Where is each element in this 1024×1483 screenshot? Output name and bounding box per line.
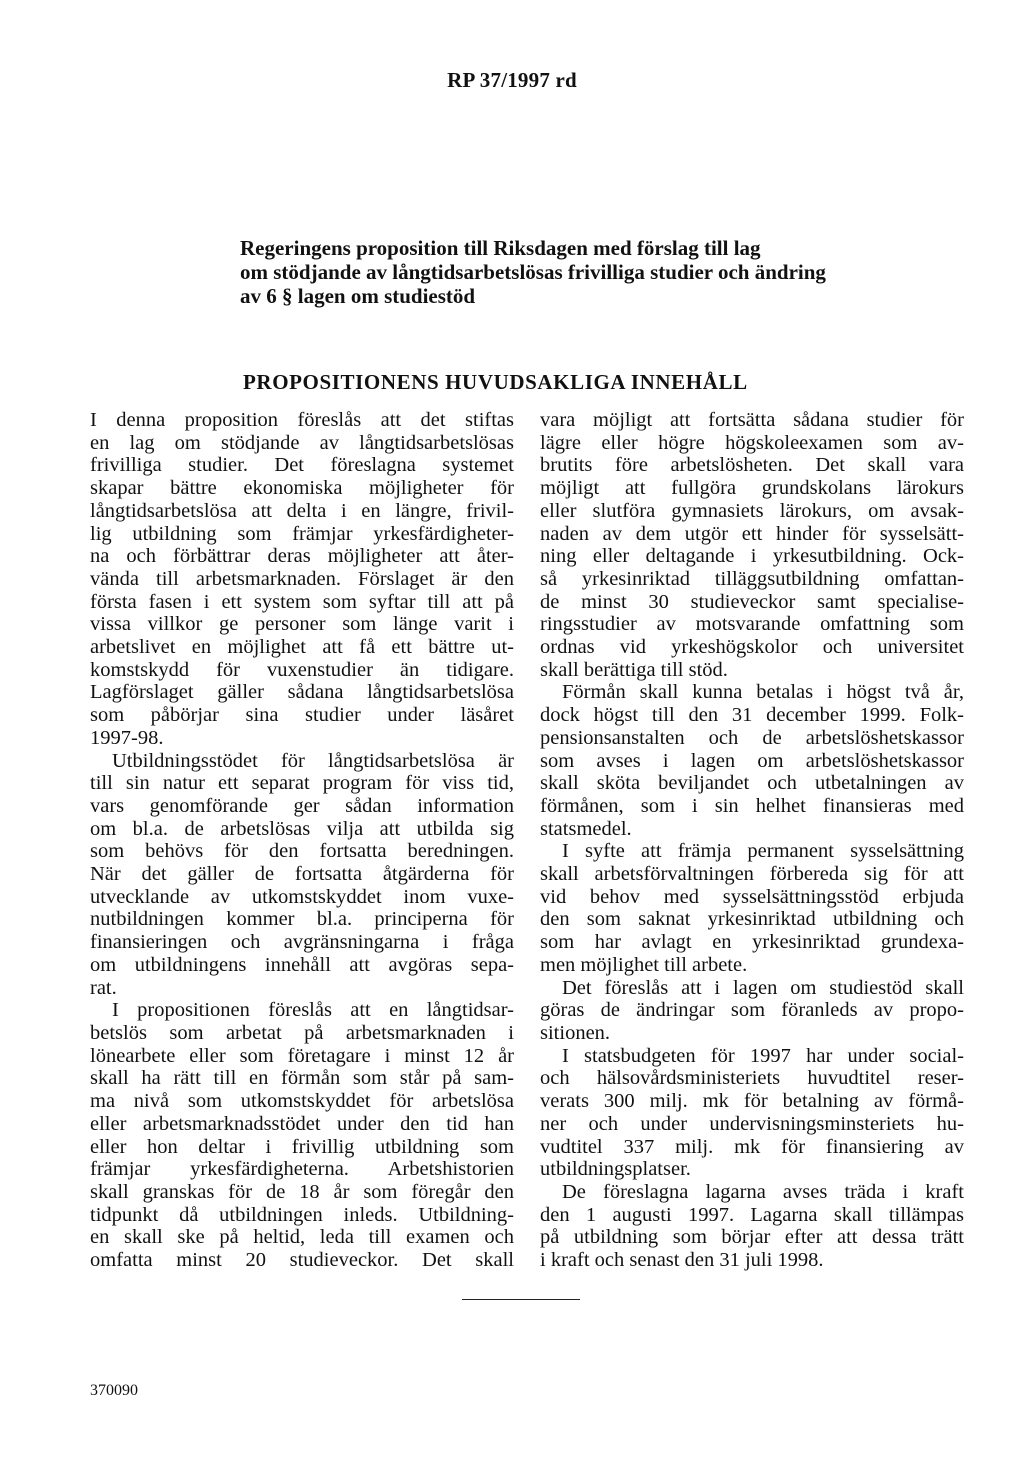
text-line: I statsbudgeten för 1997 har under social- (562, 1044, 964, 1067)
text-line: vudtitel 337 milj. mk för finansiering av (540, 1135, 964, 1158)
text-line: skall berättiga till stöd. (540, 658, 728, 681)
text-line: utvecklande av utkomstskyddet inom vuxe- (90, 885, 514, 908)
text-line: Det föreslås att i lagen om studiestöd skall (562, 976, 964, 999)
text-line: skall sköta beviljandet och utbetalningen av (540, 772, 964, 795)
text-line: långtidsarbetslösa att delta i en längre, frivil- (90, 499, 514, 522)
text-line: skall arbetsförvaltningen förbereda sig för att (540, 863, 964, 886)
text-line: verats 300 milj. mk för betalning av förmå- (540, 1090, 964, 1113)
document-number: 370090 (90, 1382, 138, 1399)
text-line: komstskydd för vuxenstudier än tidigare. (90, 658, 514, 681)
text-line: i kraft och senast den 31 juli 1998. (540, 1249, 824, 1272)
left-text-column (90, 409, 514, 1272)
text-line: förmånen, som i sin helhet finansieras med (540, 794, 964, 817)
text-line: den 1 augusti 1997. Lagarna skall tillämpas (540, 1203, 964, 1226)
text-line: vars genomförande ger sådan information (90, 794, 514, 817)
text-line: naden av dem utgör ett hinder för sysselsätt- (540, 522, 964, 545)
text-line: vända till arbetsmarknaden. Förslaget är den (90, 567, 514, 590)
footer-divider (462, 1299, 580, 1300)
text-line: pensionsanstalten och de arbetslöshetskassor (540, 726, 964, 749)
text-line: så yrkesinriktad tilläggsutbildning omfattan- (540, 567, 964, 590)
right-text-column (540, 409, 964, 1272)
text-line: lägre eller högre högskoleexamen som av- (540, 431, 964, 454)
text-line: I syfte att främja permanent sysselsättning (562, 840, 964, 863)
text-line: Utbildningsstödet för långtidsarbetslösa är (112, 749, 514, 772)
text-line: ner och under undervisningsminsteriets hu- (540, 1112, 964, 1135)
text-line: men möjlighet till arbete. (540, 953, 748, 976)
text-line: skall granskas för de 18 år som föregår den (90, 1180, 514, 1203)
text-line: främjar yrkesfärdigheterna. Arbetshistorien (90, 1158, 514, 1181)
document-title (240, 236, 1000, 308)
text-line: och hälsovårdsministeriets huvudtitel reser- (540, 1067, 964, 1090)
text-line: rat. (90, 976, 117, 999)
text-line: statsmedel. (540, 817, 632, 840)
text-line: ning eller deltagande i yrkesutbildning. Ock- (540, 545, 964, 568)
text-line: om bl.a. de arbetslösas vilja att utbilda sig (90, 817, 514, 840)
text-line: eller slutföra gymnasiets lärokurs, om avsak- (540, 499, 964, 522)
text-line: om utbildningens innehåll att avgöras sepa- (90, 953, 514, 976)
text-line: ringsstudier av motsvarande omfattning som (540, 613, 964, 636)
text-line: som påbörjar sina studier under läsåret (90, 704, 514, 727)
text-line: De föreslagna lagarna avses träda i kraft (562, 1180, 964, 1203)
text-line: möjligt att fullgöra grundskolans lärokurs (540, 477, 964, 500)
text-line: skapar bättre ekonomiska möjligheter för (90, 477, 514, 500)
text-line: lig utbildning som främjar yrkesfärdigheter- (90, 522, 514, 545)
text-line: vid behov med sysselsättningsstöd erbjuda (540, 885, 964, 908)
text-line: I denna proposition föreslås att det stiftas (90, 409, 514, 431)
text-line: ordnas vid yrkeshögskolor och universitet (540, 636, 964, 659)
text-line: skall ha rätt till en förmån som står på sam- (90, 1067, 514, 1090)
text-line: utbildningsplatser. (540, 1158, 691, 1181)
text-line: Förmån skall kunna betalas i högst två år, (562, 681, 964, 704)
text-line: finansieringen och avgränsningarna i fråga (90, 931, 514, 954)
text-line: på utbildning som börjar efter att dessa trätt (540, 1226, 964, 1249)
text-line: frivilliga studier. Det föreslagna systemet (90, 454, 514, 477)
text-line: nutbildningen kommer bl.a. principerna för (90, 908, 514, 931)
text-line: som behövs för den fortsatta beredningen. (90, 840, 514, 863)
document-reference: RP 37/1997 rd (447, 68, 577, 92)
text-line: som har avlagt en yrkesinriktad grundexa- (540, 931, 964, 954)
text-line: Lagförslaget gäller sådana långtidsarbetslösa (90, 681, 514, 704)
text-line: eller hon deltar i frivillig utbildning som (90, 1135, 514, 1158)
text-line: dock högst till den 31 december 1999. Folk- (540, 704, 964, 727)
text-line: na och förbättrar deras möjligheter att åter- (90, 545, 514, 568)
text-line: ma nivå som utkomstskyddet för arbetslösa (90, 1090, 514, 1113)
text-line: arbetslivet en möjlighet att få ett bättre ut- (90, 636, 514, 659)
text-line: de minst 30 studieveckor samt specialise- (540, 590, 964, 613)
text-line: första fasen i ett system som syftar till att på (90, 590, 514, 613)
title-line: av 6 § lagen om studiestöd (240, 284, 476, 308)
section-heading: PROPOSITIONENS HUVUDSAKLIGA INNEHÅLL (243, 370, 748, 394)
text-line: den som saknat yrkesinriktad utbildning och (540, 908, 964, 931)
text-line: vissa villkor ge personer som länge varit i (90, 613, 514, 636)
text-line: betslös som arbetat på arbetsmarknaden i (90, 1021, 514, 1044)
text-line: omfatta minst 20 studieveckor. Det skall (90, 1249, 514, 1272)
text-line: till sin natur ett separat program för viss tid, (90, 772, 514, 795)
title-line: om stödjande av långtidsarbetslösas frivilliga studier och ändring (240, 260, 826, 284)
text-line: 1997-98. (90, 726, 164, 749)
text-line: en lag om stödjande av långtidsarbetslösas (90, 431, 514, 454)
text-line: lönearbete eller som företagare i minst 12 år (90, 1044, 514, 1067)
text-line: brutits före arbetslösheten. Det skall vara (540, 454, 964, 477)
text-line: göras de ändringar som föranleds av propo- (540, 999, 964, 1022)
title-line: Regeringens proposition till Riksdagen med förslag till lag (240, 236, 761, 260)
text-line: sitionen. (540, 1021, 611, 1044)
text-line: tidpunkt då utbildningen inleds. Utbildning- (90, 1203, 514, 1226)
text-line: vara möjligt att fortsätta sådana studier för (540, 409, 964, 431)
text-line: I propositionen föreslås att en långtidsar- (112, 999, 514, 1022)
text-line: som avses i lagen om arbetslöshetskassor (540, 749, 964, 772)
text-line: eller arbetsmarknadsstödet under den tid han (90, 1112, 514, 1135)
text-line: När det gäller de fortsatta åtgärderna för (90, 863, 514, 886)
text-line: en skall ske på heltid, leda till examen och (90, 1226, 514, 1249)
